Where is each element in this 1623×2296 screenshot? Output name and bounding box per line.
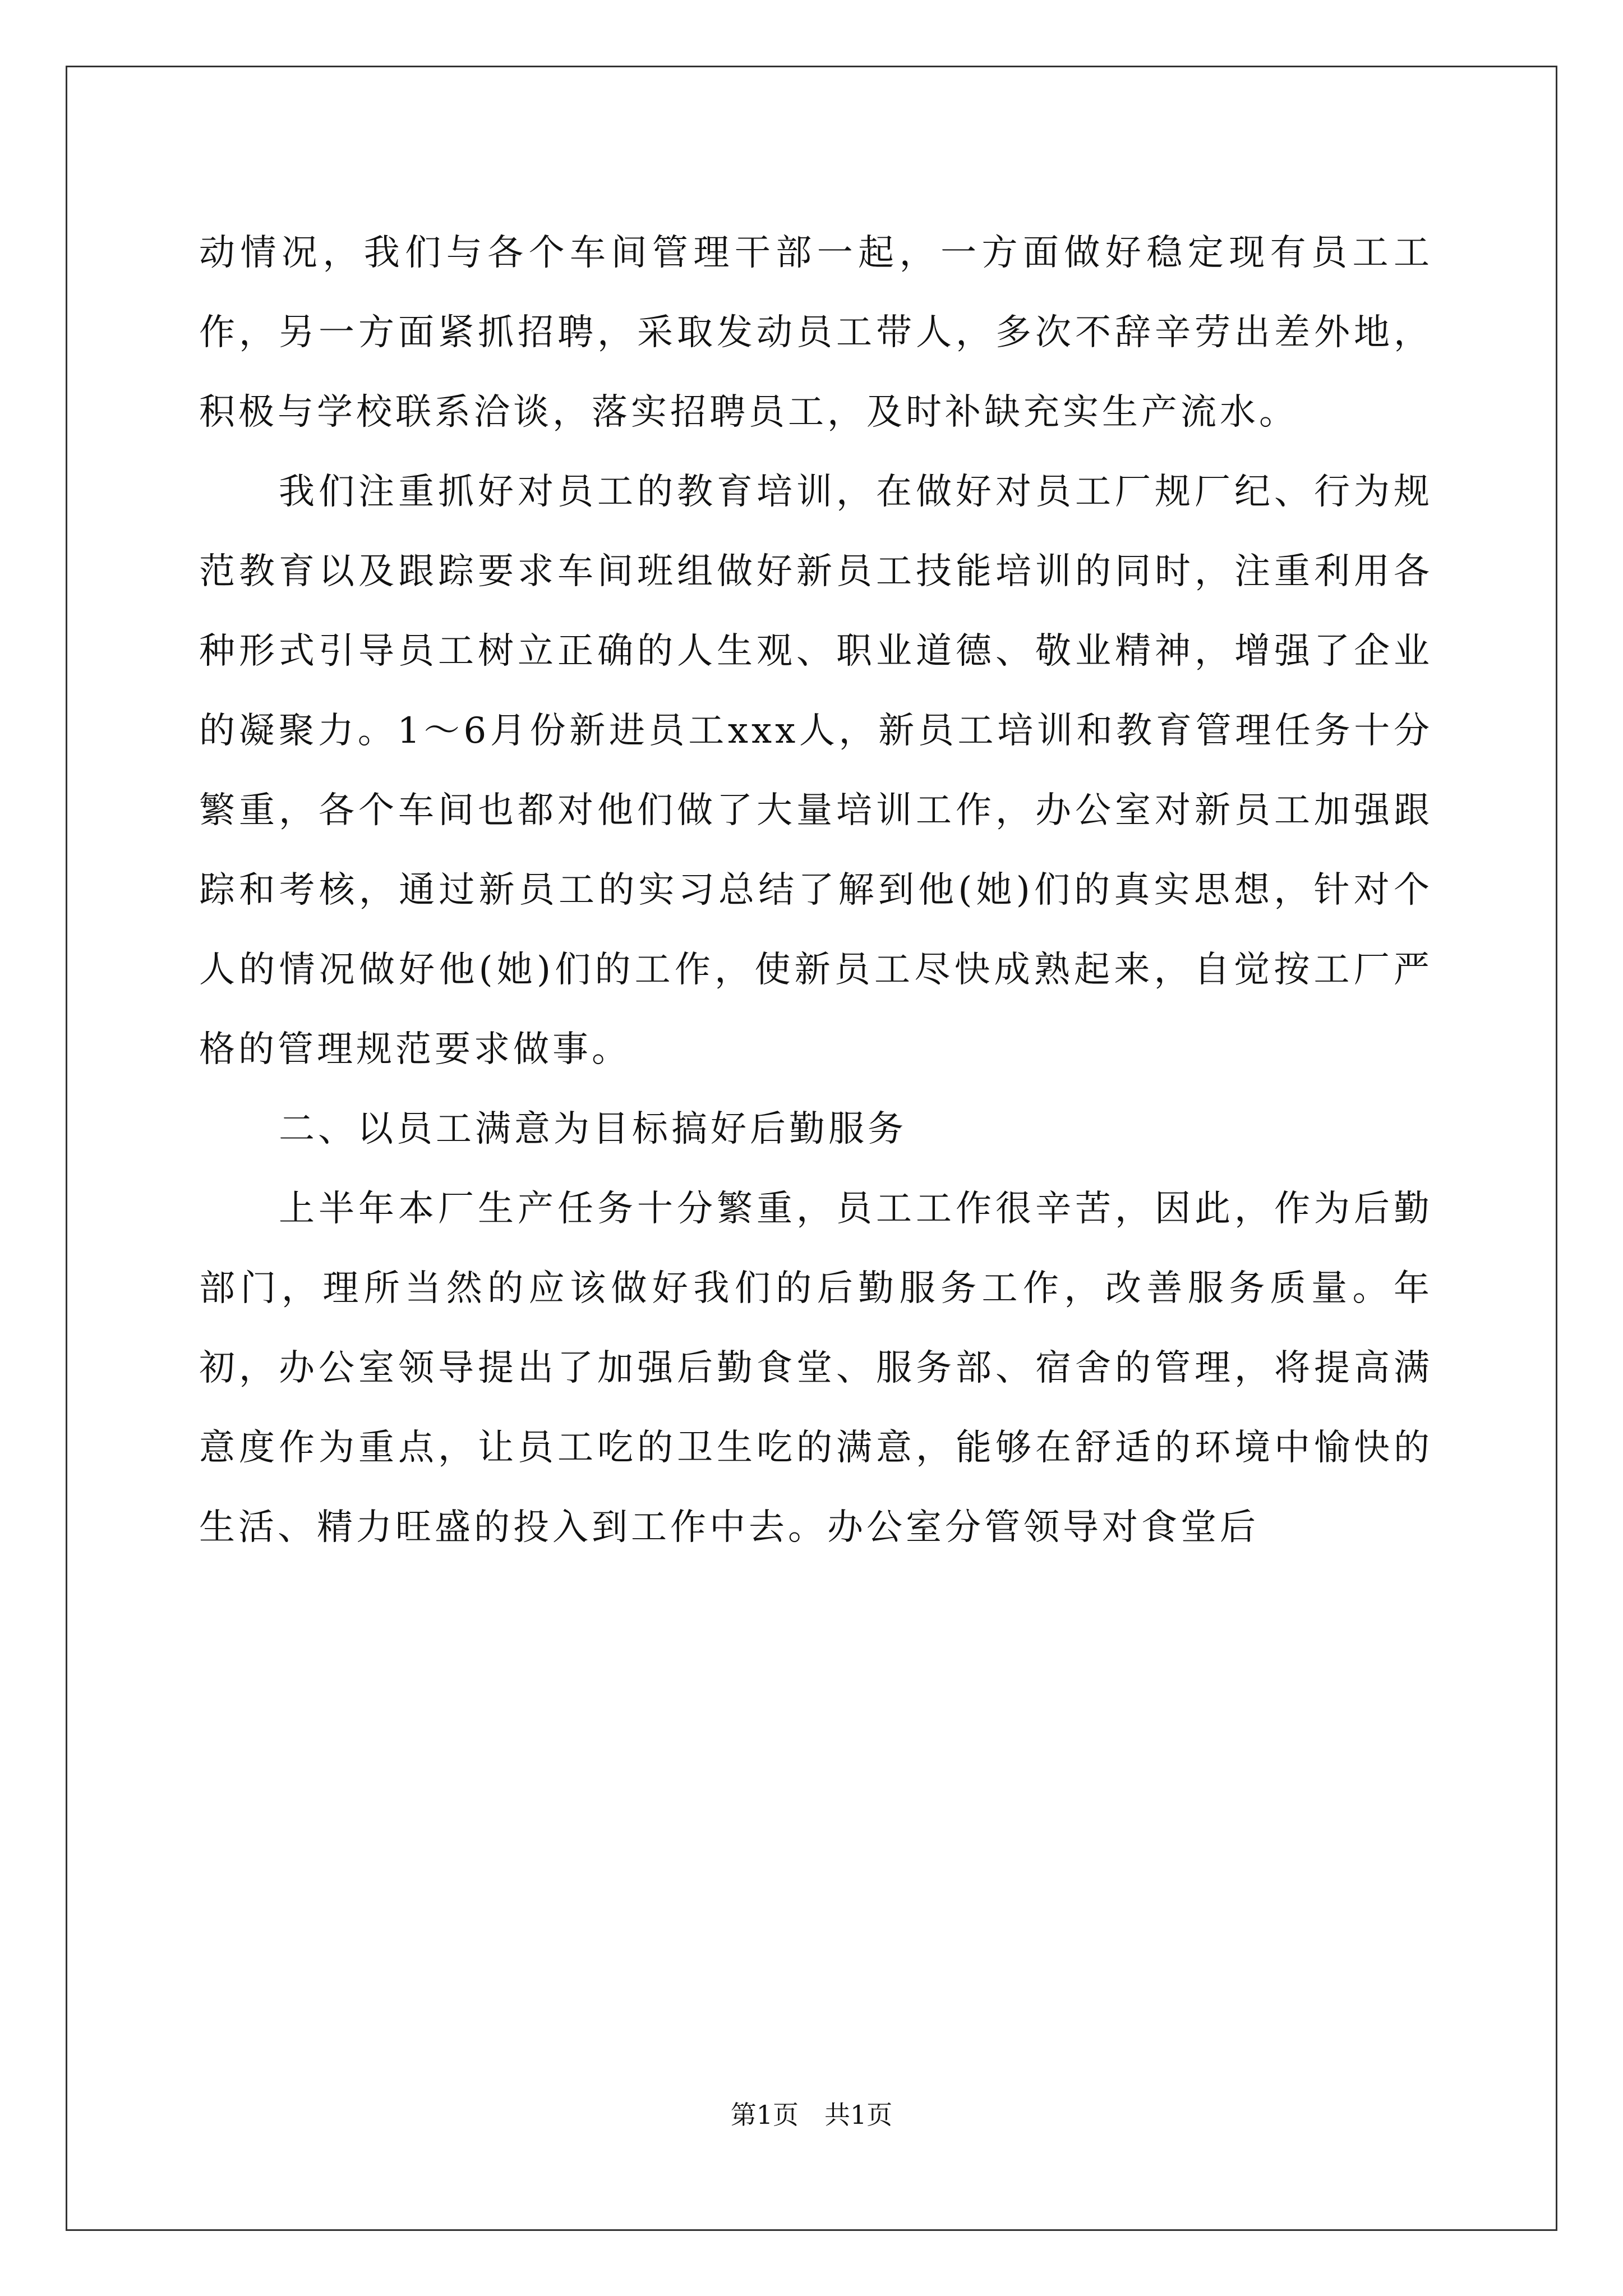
paragraph-logistics-service: 上半年本厂生产任务十分繁重，员工工作很辛苦，因此，作为后勤部门，理所当然的应该做好我们的后勤服务工作，改善服务质量。年初，办公室领导提出了加强后勤食堂、服务部、宿舍的管理，将提高满意度作为重点，让员工吃的卫生吃的满意，能够在舒适的环境中愉快的生活、精力旺盛的投入到工作中去。办公室分管领导对食堂后 xyxy=(199,1188,1433,1548)
document-body xyxy=(199,213,1433,1567)
section-heading-logistics: 二、以员工满意为目标搞好后勤服务 xyxy=(279,1108,907,1150)
paragraph-continuation: 动情况，我们与各个车间管理干部一起，一方面做好稳定现有员工工作，另一方面紧抓招聘，采取发动员工带人，多次不辞辛劳出差外地，积极与学校联系洽谈，落实招聘员工，及时补缺充实生产流水。 xyxy=(199,232,1433,433)
page-number-footer: 第1页 共1页 xyxy=(730,2100,893,2130)
paragraph-employee-training: 我们注重抓好对员工的教育培训，在做好对员工厂规厂纪、行为规范教育以及跟踪要求车间班组做好新员工技能培训的同时，注重利用各种形式引导员工树立正确的人生观、职业道德、敬业精神，增强了企业的凝聚力。1～6月份新进员工xxx人，新员工培训和教育管理任务十分繁重，各个车间也都对他们做了大量培训工作，办公室对新员工加强跟踪和考核，通过新员工的实习总结了解到他(她)们的真实思想，针对个人的情况做好他(她)们的工作，使新员工尽快成熟起来，自觉按工厂严格的管理规范要求做事。 xyxy=(199,471,1433,1070)
